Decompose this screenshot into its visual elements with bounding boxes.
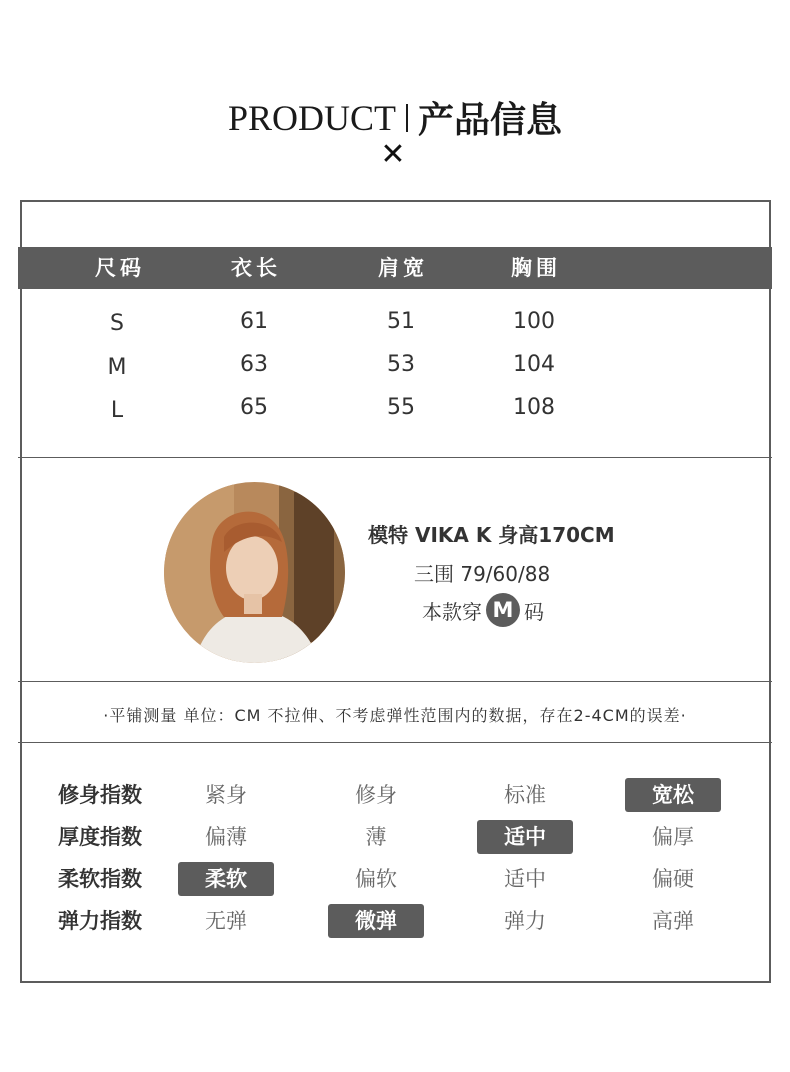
shoulder-cell: 53 (387, 352, 415, 377)
column-header-chest: 胸围 (511, 256, 561, 280)
title-english: PRODUCT (227, 97, 396, 138)
index-option: 弹力 (504, 909, 546, 933)
chest-cell: 104 (513, 352, 555, 377)
shoulder-cell: 55 (387, 395, 415, 420)
model-wear-size (422, 593, 544, 627)
index-option: 薄 (365, 825, 387, 849)
column-header-size: 尺码 (95, 256, 145, 280)
divider (18, 457, 772, 458)
title-line (228, 92, 562, 143)
title-divider (406, 104, 408, 132)
index-option: 偏薄 (205, 825, 247, 849)
length-cell: 65 (240, 395, 268, 420)
divider (18, 681, 772, 682)
index-option: 无弹 (205, 909, 247, 933)
model-measurements: 三围 79/60/88 (414, 562, 551, 586)
size-cell: S (110, 311, 124, 336)
index-option-selected: 宽松 (625, 778, 721, 812)
wear-suffix: 码 (524, 599, 544, 624)
index-option: 偏硬 (652, 867, 694, 891)
size-cell: L (110, 398, 124, 423)
column-header-length: 衣长 (231, 256, 281, 280)
shoulder-cell: 51 (387, 309, 415, 334)
chest-cell: 100 (513, 309, 555, 334)
index-option-selected: 微弹 (328, 904, 424, 938)
page-header (0, 92, 790, 143)
index-option: 偏厚 (652, 825, 694, 849)
size-badge: M (486, 593, 520, 627)
index-option: 适中 (504, 867, 546, 891)
wear-prefix: 本款穿 (422, 599, 482, 624)
index-option: 高弹 (652, 909, 694, 933)
index-label: 柔软指数 (58, 867, 142, 891)
model-name-height: 模特 VIKA K 身高170CM (368, 523, 615, 547)
chest-cell: 108 (513, 395, 555, 420)
index-option: 紧身 (205, 783, 247, 807)
size-table-header (18, 247, 772, 289)
index-option: 修身 (355, 783, 397, 807)
size-cell: M (107, 355, 127, 380)
close-icon[interactable]: ✕ (380, 137, 406, 172)
length-cell: 61 (240, 309, 268, 334)
index-option: 标准 (504, 783, 546, 807)
index-option-selected: 柔软 (178, 862, 274, 896)
title-chinese: 产品信息 (418, 100, 563, 141)
length-cell: 63 (240, 352, 268, 377)
divider (18, 742, 772, 743)
measurement-note: ·平铺测量 单位：CM 不拉伸、不考虑弹性范围内的数据，存在2-4CM的误差· (103, 706, 687, 725)
index-option-selected: 适中 (477, 820, 573, 854)
column-header-shoulder: 肩宽 (378, 256, 428, 280)
index-label: 弹力指数 (58, 909, 142, 933)
index-label: 修身指数 (58, 783, 142, 807)
index-option: 偏软 (355, 867, 397, 891)
index-label: 厚度指数 (58, 825, 142, 849)
model-photo (164, 482, 345, 663)
